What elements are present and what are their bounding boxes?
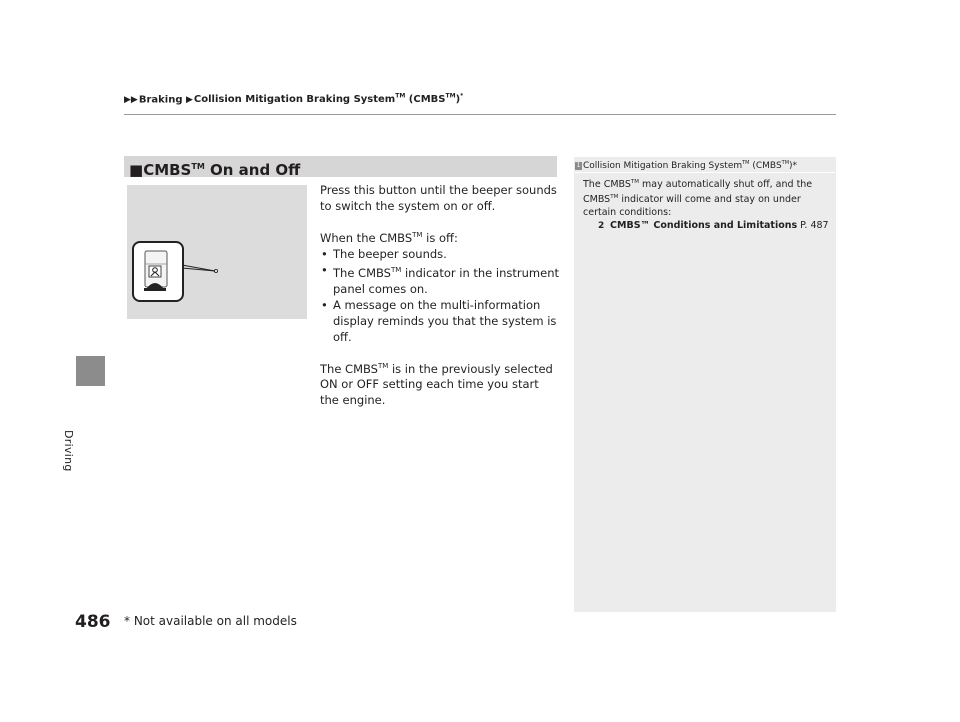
sidebar-divider — [575, 172, 835, 173]
list-item: • The CMBS™ indicator in the instrument panel comes on. — [320, 262, 560, 297]
sidebar-paragraph: The CMBS™ may automatically shut off, and the CMBS™ indicator will come and stay on under certain conditions: — [583, 179, 813, 219]
sidebar-title: 1 Collision Mitigation Braking System™ (CMBS™)* — [576, 160, 798, 171]
breadcrumb — [124, 93, 463, 105]
reference-title: CMBS™ Conditions and Limitations — [610, 220, 798, 232]
triangle-right-icon: ▶ — [186, 95, 193, 106]
list-item: • The beeper sounds. — [320, 246, 560, 262]
sidebar-marker-icon: 1 — [576, 161, 581, 169]
list-item: • A message on the multi-information display reminds you that the system is off. — [320, 297, 560, 345]
breadcrumb-item-cmbs[interactable]: Collision Mitigation Braking System™ (CMBS™)* — [193, 93, 464, 106]
page-number: 486 — [75, 612, 111, 632]
chapter-tab — [76, 356, 105, 386]
sidebar-body — [583, 176, 829, 232]
when-off-heading: When the CMBS™ is off: — [320, 230, 458, 245]
section-heading: ■CMBS™ On and Off — [124, 156, 557, 177]
header-divider — [124, 114, 836, 115]
breadcrumb-item-braking[interactable]: Braking — [138, 94, 183, 106]
intro-paragraph: Press this button until the beeper sounds to switch the system on or off. — [320, 183, 557, 213]
reference-page: P. 487 — [797, 220, 829, 232]
triangle-right-icon: ▶▶ — [124, 95, 138, 106]
when-off-list — [320, 246, 560, 345]
footnote: * Not available on all models — [124, 614, 297, 628]
page-reference-icon: 2 — [598, 221, 605, 232]
cmbs-button-illustration — [127, 185, 307, 319]
section-body — [320, 182, 560, 421]
cmbs-off-button-icon — [127, 185, 307, 319]
page-reference-link[interactable] — [598, 219, 829, 232]
chapter-label: Driving — [62, 430, 75, 472]
closing-paragraph: The CMBS™ is in the previously selected ON or OFF setting each time you start the engine. — [320, 361, 553, 408]
